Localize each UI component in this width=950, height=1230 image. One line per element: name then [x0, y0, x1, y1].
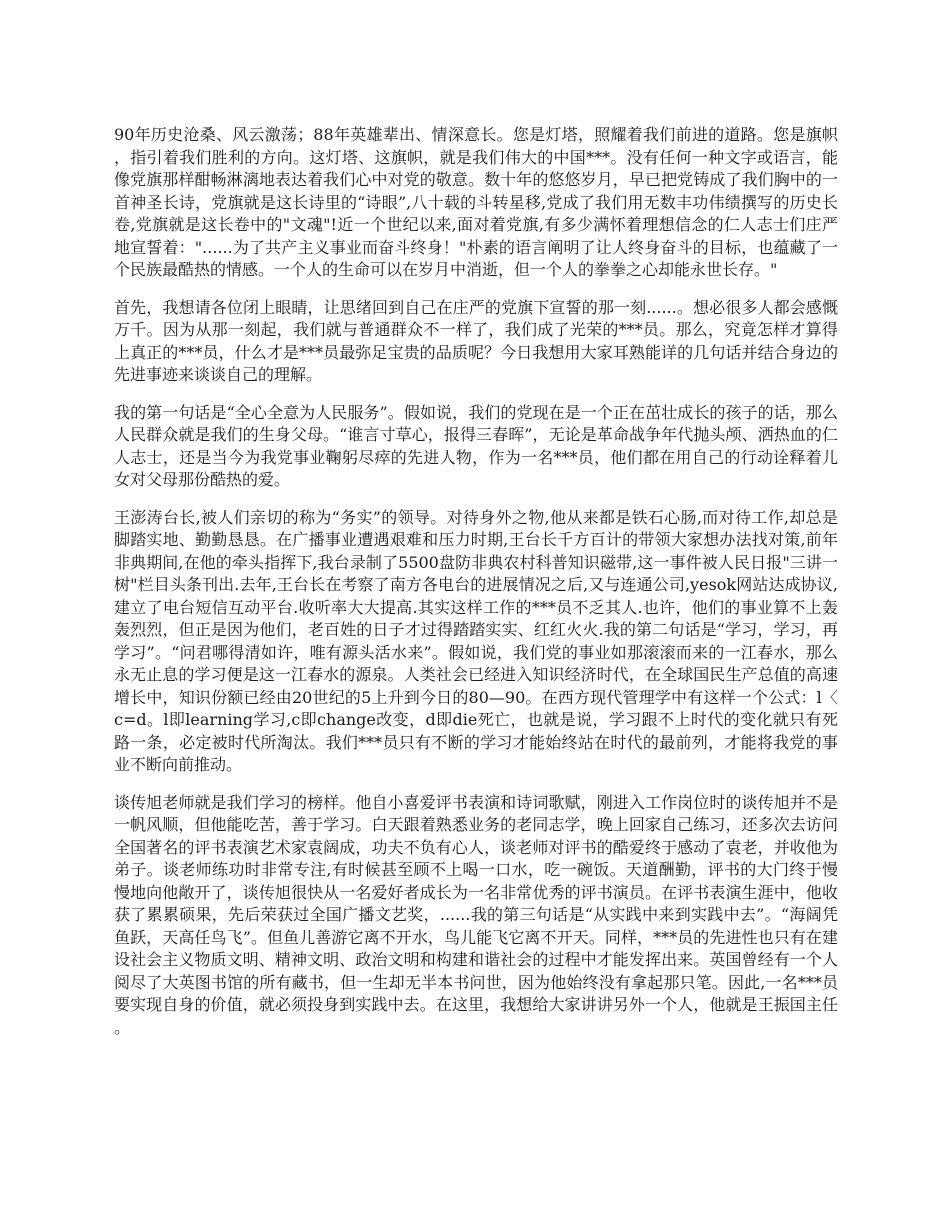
paragraph-3: 我的第一句话是“全心全意为人民服务”。假如说，我们的党现在是一个正在茁壮成长的孩子的话，那么人民群众就是我们的生身父母。“谁言寸草心，报得三春晖”，无论是革命战争年代抛头颅、洒热血的仁人志士，还是当今为我党事业鞠躬尽瘁的先进人物，作为一名***员，他们都在用自己的行动诠释着儿女对父母那份酷热的爱。: [114, 402, 838, 489]
document-page: [114, 124, 838, 1054]
paragraph-5: 谈传旭老师就是我们学习的榜样。他自小喜爱评书表演和诗词歌赋，刚进入工作岗位时的谈传旭并不是一帆风顺，但他能吃苦，善于学习。白天跟着熟悉业务的老同志学，晚上回家自己练习，还多次去访问全国著名的评书表演艺术家袁阔成，功夫不负有心人，谈老师对评书的酷爱终于感动了袁老，并收他为弟子。谈老师练功时非常专注,有时候甚至顾不上喝一口水，吃一碗饭。天道酬勤，评书的大门终于慢慢地向他敞开了，谈传旭很快从一名爱好者成长为一名非常优秀的评书演员。在评书表演生涯中，他收获了累累硕果，先后荣获过全国广播文艺奖，......我的第三句话是“从实践中来到实践中去”。“海阔凭鱼跃，天高任鸟飞”。但鱼儿善游它离不开水，鸟儿能飞它离不开天。同样，***员的先进性也只有在建设社会主义物质文明、精神文明、政治文明和构建和谐社会的过程中才能发挥出来。英国曾经有一个人阅尽了大英图书馆的所有藏书，但一生却无半本书问世，因为他始终没有拿起那只笔。因此,一名***员要实现自身的价值，就必须投身到实践中去。在这里，我想给大家讲讲另外一个人，他就是王振国主任。: [114, 792, 838, 1037]
paragraph-2: 首先，我想请各位闭上眼睛，让思绪回到自己在庄严的党旗下宣誓的那一刻......。想必很多人都会感慨万千。因为从那一刻起，我们就与普通群众不一样了，我们成了光荣的***员。那么，究竟怎样才算得上真正的***员，什么才是***员最弥足宝贵的品质呢？今日我想用大家耳熟能详的几句话并结合身边的先进事迹来谈谈自己的理解。: [114, 297, 838, 384]
paragraph-1: 90年历史沧桑、风云激荡；88年英雄辈出、情深意长。您是灯塔，照耀着我们前进的道路。您是旗帜，指引着我们胜利的方向。这灯塔、这旗帜，就是我们伟大的中国***。没有任何一种文字或语言，能像党旗那样酣畅淋漓地表达着我们心中对党的敬意。数十年的悠悠岁月，早已把党铸成了我们胸中的一首神圣长诗，党旗就是这长诗里的“诗眼”,八十载的斗转星移,党成了我们用无数丰功伟绩撰写的历史长卷,党旗就是这长卷中的"文魂"!近一个世纪以来,面对着党旗,有多少满怀着理想信念的仁人志士们庄严地宣誓着："......为了共产主义事业而奋斗终身！"朴素的语言阐明了让人终身奋斗的目标，也蕴藏了一个民族最酷热的情感。一个人的生命可以在岁月中消逝，但一个人的拳拳之心却能永世长存。": [114, 125, 838, 279]
paragraph-4: 王澎涛台长,被人们亲切的称为“务实”的领导。对待身外之物,他从来都是铁石心肠,而对待工作,却总是脚踏实地、勤勤恳恳。在广播事业遭遇艰难和压力时期,王台长千方百计的带领大家想办法找对策,前年非典期间,在他的牵头指挥下,我台录制了5500盘防非典农村科普知识磁带,这一事件被人民日报"三讲一树"栏目头条刊出.去年,王台长在考察了南方各电台的进展情况之后,又与连通公司,yesok网站达成协议,建立了电台短信互动平台.收听率大大提高.其实这样工作的***员不乏其人.也许，他们的事业算不上轰轰烈烈，但正是因为他们，老百姓的日子才过得踏踏实实、红红火火.我的第二句话是“学习，学习，再学习”。“问君哪得清如许，唯有源头活水来”。假如说，我们党的事业如那滚滚而来的一江春水，那么永无止息的学习便是这一江春水的源泉。人类社会已经进入知识经济时代，在全球国民生产总值的高速增长中，知识份额已经由20世纪的5上升到今日的80—90。在西方现代管理学中有这样一个公式：l〈c=d。l即learning学习,c即change改变，d即die死亡，也就是说，学习跟不上时代的变化就只有死路一条，必定被时代所淘汰。我们***员只有不断的学习才能始终站在时代的最前列，才能将我党的事业不断向前推动。: [114, 507, 838, 774]
